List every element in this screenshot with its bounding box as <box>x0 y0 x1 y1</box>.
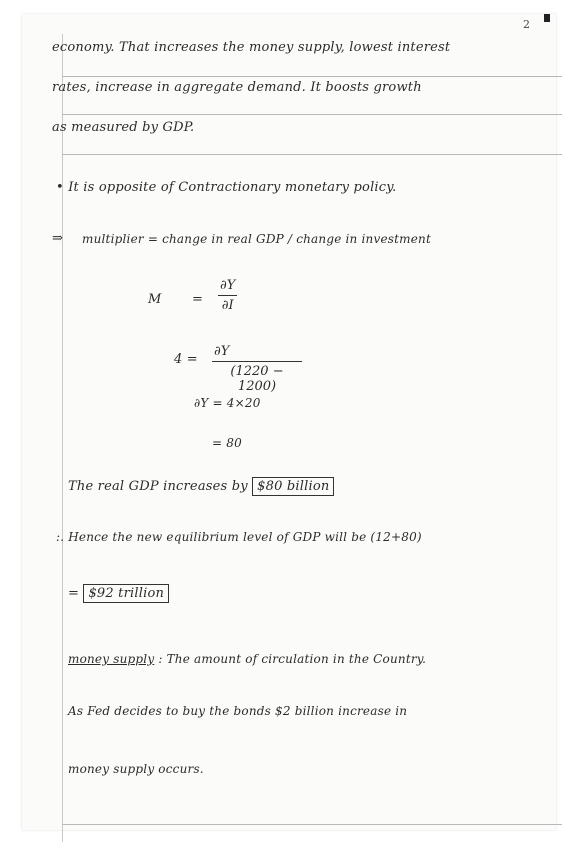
fraction-bar <box>218 295 237 296</box>
corner-mark <box>544 14 550 22</box>
fraction-bar <box>212 361 302 362</box>
ruled-line <box>62 824 562 825</box>
text-line-3: as measured by GDP. <box>52 120 195 135</box>
notebook-page <box>22 14 556 830</box>
four-equals: 4 = <box>174 352 198 367</box>
real-gdp-boxed-value: $80 billion <box>252 477 334 496</box>
equals-sign: = <box>68 586 80 601</box>
new-gdp-line <box>68 586 169 601</box>
multiplier-definition: multiplier = change in real GDP / change in investment <box>82 232 431 246</box>
fed-line: As Fed decides to buy the bonds $2 billion increase in <box>68 704 408 718</box>
page-number: 2 <box>523 18 530 31</box>
ruled-line <box>62 76 562 77</box>
m-equals: = <box>192 292 204 307</box>
four-numerator: ∂Y <box>214 344 230 359</box>
real-gdp-text: The real GDP increases by <box>68 479 248 494</box>
equilibrium-line: :. Hence the new equilibrium level of GDP will be (12+80) <box>56 530 422 544</box>
arrow-symbol: ⇒ <box>52 231 64 246</box>
new-gdp-boxed-value: $92 trillion <box>83 584 169 603</box>
m-label: M <box>148 292 162 307</box>
text-line-2: rates, increase in aggregate demand. It boosts growth <box>52 80 422 95</box>
text-line-4: • It is opposite of Contractionary monetary policy. <box>56 180 397 195</box>
result-80: = 80 <box>212 436 242 450</box>
ruled-line <box>62 114 562 115</box>
m-numerator: ∂Y <box>220 278 236 293</box>
dy-equation: ∂Y = 4×20 <box>194 396 261 410</box>
m-fraction <box>218 278 237 313</box>
money-supply-term: money supply <box>68 652 155 666</box>
text-line-1: economy. That increases the money supply, lowest interest <box>52 40 451 55</box>
margin-line <box>62 34 63 842</box>
money-supply-text: : The amount of circulation in the Country. <box>158 652 427 666</box>
four-fraction <box>212 344 302 394</box>
ruled-line <box>62 154 562 155</box>
money-supply-definition <box>68 652 426 666</box>
four-denominator: (1220 − 1200) <box>230 364 284 394</box>
m-denominator: ∂I <box>221 298 234 313</box>
occurs-line: money supply occurs. <box>68 762 204 776</box>
real-gdp-line <box>68 479 334 494</box>
